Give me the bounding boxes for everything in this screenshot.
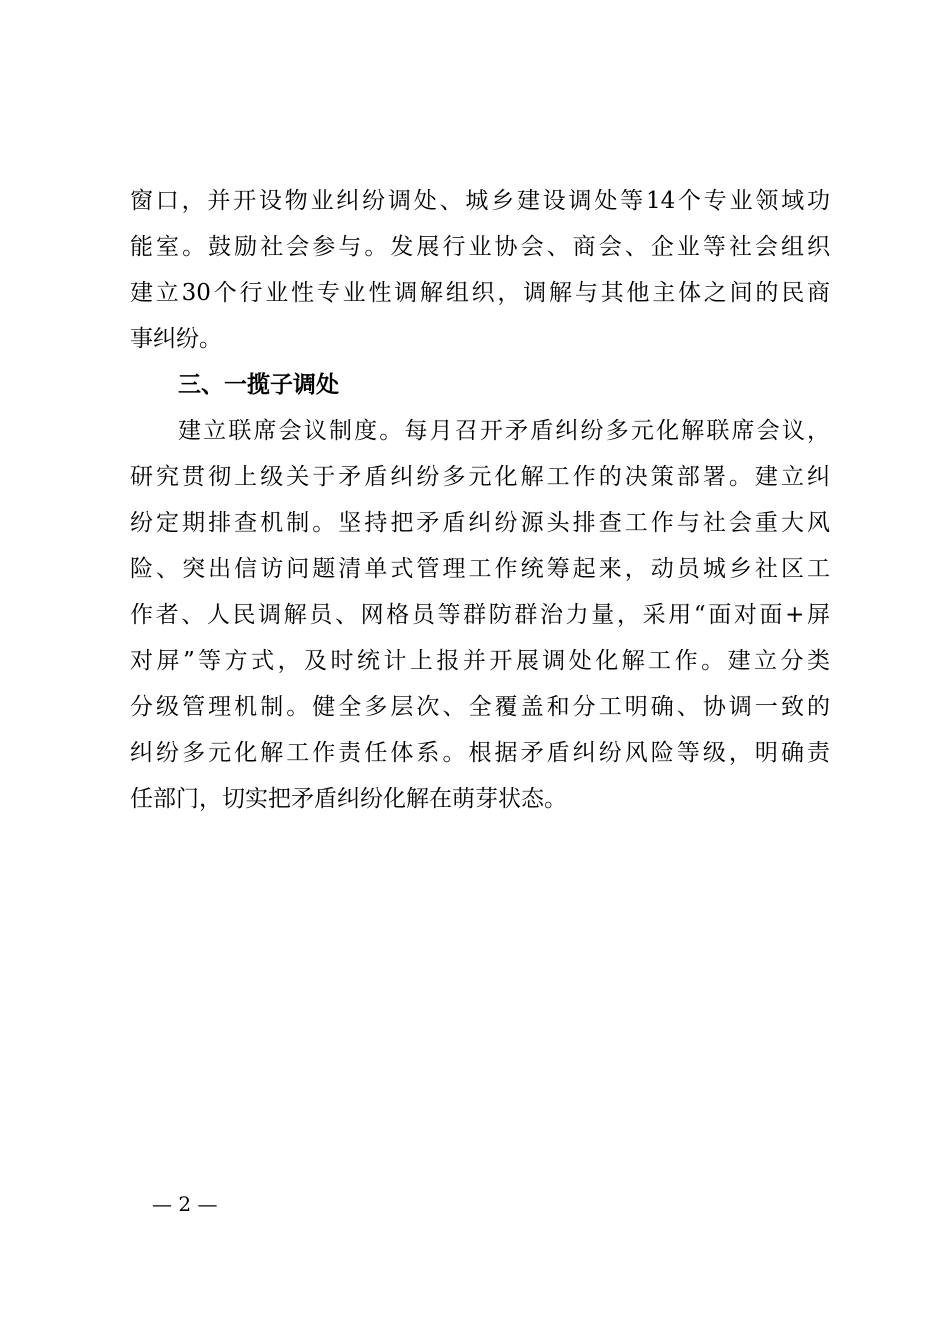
paragraph-line: 建立联席会议制度。每月召开矛盾纠纷多元化解联席会议， xyxy=(178,418,830,444)
paragraph-line: 纷定期排查机制。坚持把矛盾纠纷源头排查工作与社会重大风 xyxy=(130,510,830,536)
paragraph-line: 作者、人民调解员、网格员等群防群治力量，采用“面对面+屏 xyxy=(130,602,830,628)
paragraph-line: 研究贯彻上级关于矛盾纠纷多元化解工作的决策部署。建立纠 xyxy=(130,464,830,490)
paragraph-line: 险、突出信访问题清单式管理工作统筹起来，动员城乡社区工 xyxy=(130,556,830,582)
paragraph-line: 任部门，切实把矛盾纠纷化解在萌芽状态。 xyxy=(130,786,567,812)
section-heading: 三、一揽子调处 xyxy=(178,372,339,398)
paragraph-line: 分级管理机制。健全多层次、全覆盖和分工明确、协调一致的 xyxy=(130,694,830,720)
body-text xyxy=(130,178,830,822)
paragraph-line: 事纠纷。 xyxy=(130,326,222,352)
paragraph-line: 对屏”等方式，及时统计上报并开展调处化解工作。建立分类 xyxy=(130,648,830,674)
paragraph-line: 能室。鼓励社会参与。发展行业协会、商会、企业等社会组织 xyxy=(130,234,830,260)
paragraph-line: 纠纷多元化解工作责任体系。根据矛盾纠纷风险等级，明确责 xyxy=(130,740,830,766)
page-number: — 2 — xyxy=(152,1192,218,1216)
paragraph-line: 建立30个行业性专业性调解组织，调解与其他主体之间的民商 xyxy=(130,280,830,306)
paragraph-line: 窗口，并开设物业纠纷调处、城乡建设调处等14个专业领域功 xyxy=(130,188,830,214)
